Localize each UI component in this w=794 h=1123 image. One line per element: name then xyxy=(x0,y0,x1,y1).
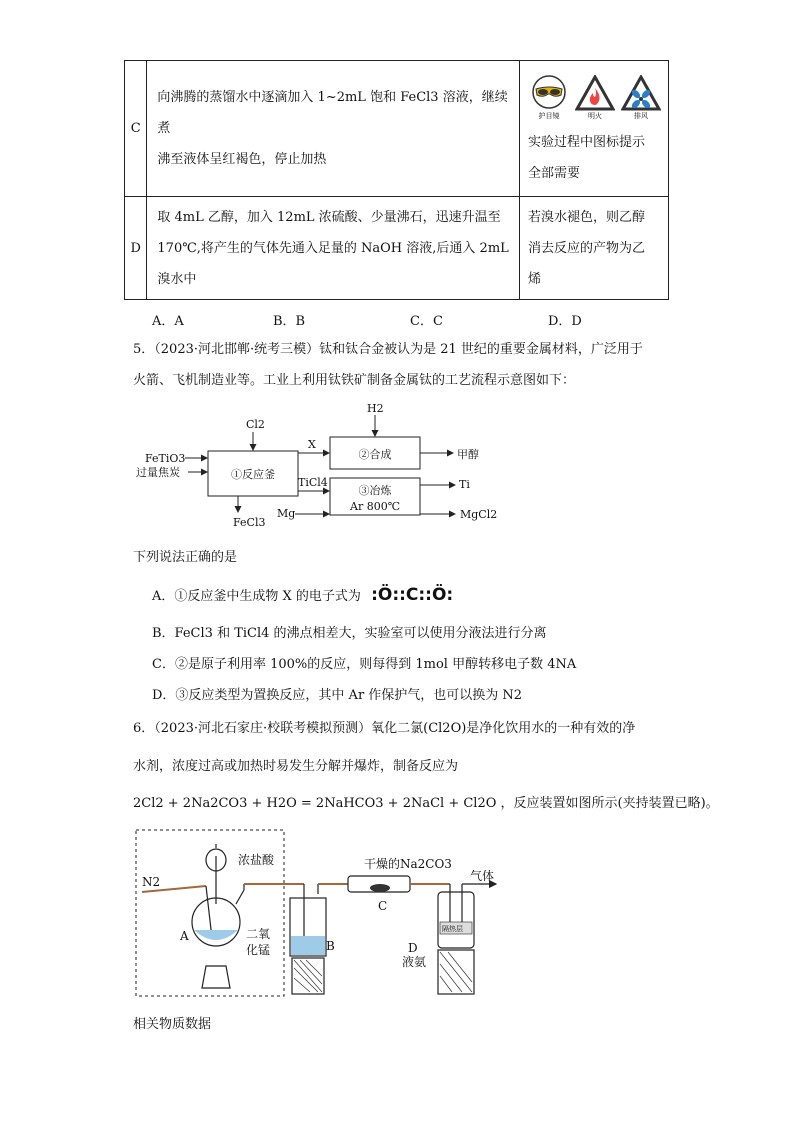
n2-label: N2 xyxy=(142,875,161,889)
table-row xyxy=(125,197,669,300)
q6-after: 相关物质数据 xyxy=(133,1017,212,1032)
synthesis-label: ②合成 xyxy=(358,448,392,461)
option-b[interactable]: B．B xyxy=(273,314,306,329)
conclusion-cell: 若溴水褪色，则乙醇 消去反应的产物为乙 烯 xyxy=(520,197,669,300)
mno2-label-2: 化锰 xyxy=(246,943,271,957)
q6-line2: 水剂，浓度过高或加热时易发生分解并爆炸，制备反应为 xyxy=(133,759,459,774)
reactor-label: ①反应釜 xyxy=(231,468,275,481)
experiment-cell: 取 4mL 乙醇，加入 12mL 浓硫酸、少量沸石，迅速升温至 170℃,将产生的气体先通入足量的 NaOH 溶液,后通入 2mL 溴水中 xyxy=(147,197,520,300)
row-label: C xyxy=(125,61,147,197)
methanol-label: 甲醇 xyxy=(457,448,479,461)
safety-icons xyxy=(528,69,662,127)
vessel-d-label: D xyxy=(408,941,418,955)
argon-label: Ar 800℃ xyxy=(350,500,400,513)
fan-icon: 排风 xyxy=(620,75,662,121)
q5-option-a[interactable]: A．①反应釜中生成物 X 的电子式为 :Ö::C::Ö: xyxy=(152,585,454,605)
mno2-label-1: 二氧 xyxy=(246,927,271,941)
q5-option-c[interactable]: C．②是原子利用率 100%的反应，则每得到 1mol 甲醇转移电子数 4NA xyxy=(152,657,577,672)
option-a[interactable]: A．A xyxy=(152,314,184,329)
conclusion-cell: 护目镜 明火 排风 实验过程中图标提示 全部需要 xyxy=(520,61,669,197)
q6-line1: 6．（2023·河北石家庄·校联考模拟预测）氧化二氯(Cl2O)是净化饮用水的一种有效的净 xyxy=(133,721,636,736)
q5-stem: 下列说法正确的是 xyxy=(133,550,238,565)
option-c[interactable]: C．C xyxy=(410,314,443,329)
electron-formula: :Ö::C::Ö: xyxy=(371,585,454,605)
q5-line1: 5．（2023·河北邯郸·统考三模）钛和钛合金被认为是 21 世纪的重要金属材料，广泛用于 xyxy=(133,342,643,357)
ti-label: Ti xyxy=(459,478,470,491)
q5-option-d[interactable]: D．③反应类型为置换反应，其中 Ar 作保护气，也可以换为 N2 xyxy=(152,688,523,703)
experiment-table xyxy=(124,60,669,300)
x-label: X xyxy=(308,438,316,451)
na2co3-label: 干燥的Na2CO3 xyxy=(364,857,452,871)
experiment-cell: 向沸腾的蒸馏水中逐滴加入 1~2mL 饱和 FeCl3 溶液，继续煮 沸至液体呈红褐色，停止加热 xyxy=(147,61,520,197)
gas-label: 气体 xyxy=(470,869,495,883)
option-d[interactable]: D．D xyxy=(548,314,582,329)
process-flow-diagram xyxy=(130,400,510,535)
hcl-label: 浓盐酸 xyxy=(238,853,275,867)
fecl3-label: FeCl3 xyxy=(233,516,266,529)
mg-label: Mg xyxy=(277,507,296,520)
flask-a-label: A xyxy=(180,929,189,943)
bottle-b-label: B xyxy=(326,939,335,953)
apparatus-diagram xyxy=(132,826,532,1001)
ticl4-label: TiCl4 xyxy=(298,476,328,489)
q5-option-b[interactable]: B．FeCl3 和 TiCl4 的沸点相差大，实验室可以使用分液法进行分离 xyxy=(152,626,547,641)
row-label: D xyxy=(125,197,147,300)
fetio3-label: FeTiO3 xyxy=(145,452,186,465)
q5-line2: 火箭、飞机制造业等。工业上利用钛铁矿制备金属钛的工艺流程示意图如下： xyxy=(133,373,576,388)
table-row xyxy=(125,61,669,197)
tube-c-label: C xyxy=(378,899,388,913)
smelting-label: ③冶炼 xyxy=(358,484,392,497)
h2-label: H2 xyxy=(367,402,384,415)
goggles-icon: 护目镜 xyxy=(528,75,570,121)
ammonia-label: 液氨 xyxy=(402,955,427,969)
mgcl2-label: MgCl2 xyxy=(460,508,498,521)
cl2-label: Cl2 xyxy=(246,418,265,431)
q6-equation: 2Cl2 + 2Na2CO3 + H2O = 2NaHCO3 + 2NaCl + Cl2O ，反应装置如图所示(夹持装置已略)。 xyxy=(133,796,719,811)
coke-label: 过量焦炭 xyxy=(136,466,180,479)
insulation-label: 隔热层 xyxy=(442,925,463,933)
flame-icon: 明火 xyxy=(574,75,616,121)
